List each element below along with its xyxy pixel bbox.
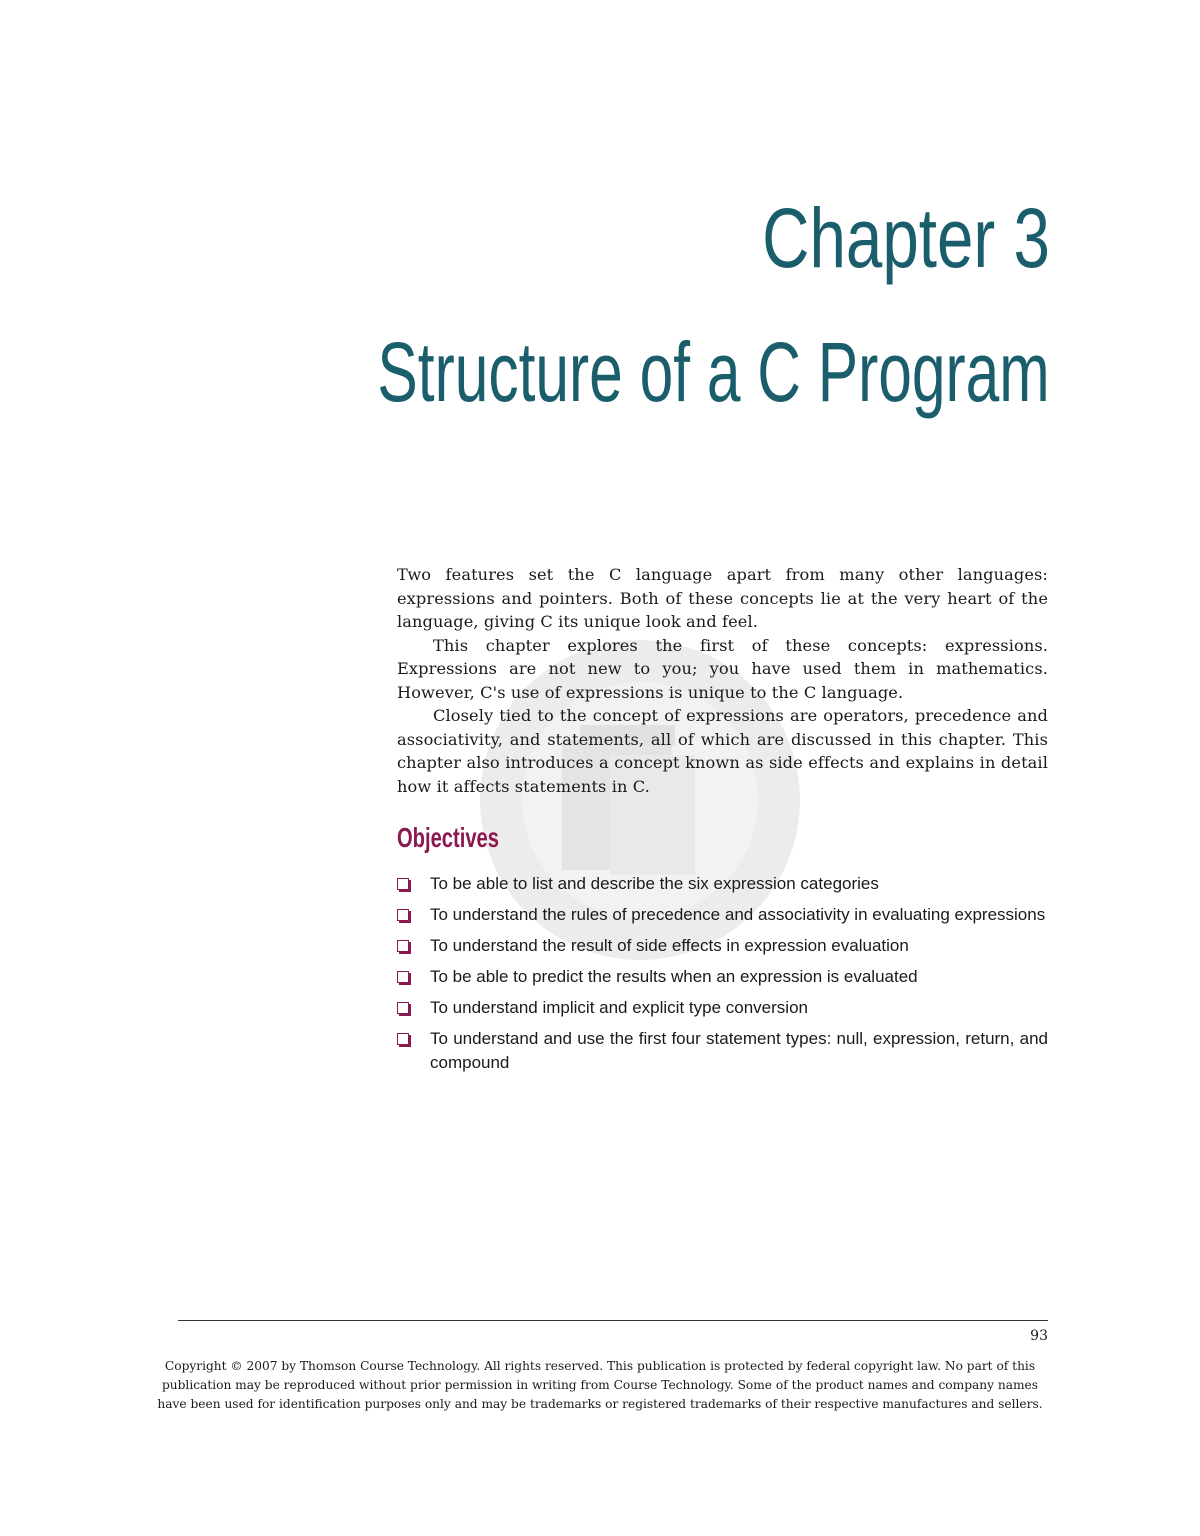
- objective-text: To be able to predict the results when an expression is evaluated: [430, 967, 918, 986]
- objective-item: [397, 934, 1048, 958]
- checkbox-icon: [397, 1002, 409, 1014]
- objectives-list: [397, 872, 1048, 1082]
- chapter-number: Chapter 3: [762, 191, 1050, 285]
- objective-text: To understand and use the first four statement types: null, expression, return, and compound: [430, 1029, 1048, 1072]
- intro-paragraph: Closely tied to the concept of expressions are operators, precedence and associativity, and statements, all of which are discussed in this chapter. This chapter also introduces a concept known as side effects and explains in detail how it affects statements in C.: [397, 706, 1048, 796]
- objective-text: To understand the rules of precedence and associativity in evaluating expressions: [430, 905, 1046, 924]
- checkbox-icon: [397, 971, 409, 983]
- intro-text: [397, 563, 1048, 798]
- objective-item: [397, 996, 1048, 1020]
- footer-divider: [178, 1320, 1048, 1321]
- objective-text: To be able to list and describe the six expression categories: [430, 874, 879, 893]
- objective-item: [397, 872, 1048, 896]
- intro-paragraph: This chapter explores the first of these concepts: expressions. Expressions are not new to you; you have used them in mathematics. However, C's use of expressions is unique to the C language.: [397, 635, 1048, 702]
- objectives-heading: Objectives: [397, 822, 499, 853]
- checkbox-icon: [397, 940, 409, 952]
- objective-item: [397, 965, 1048, 989]
- objective-text: To understand implicit and explicit type conversion: [430, 998, 808, 1017]
- checkbox-icon: [397, 1033, 409, 1045]
- objective-text: To understand the result of side effects in expression evaluation: [430, 936, 909, 955]
- objective-item: [397, 903, 1048, 927]
- checkbox-icon: [397, 909, 409, 921]
- copyright-notice: Copyright © 2007 by Thomson Course Technology. All rights reserved. This publication is protected by federal copyright law. No part of this publication may be reproduced without prior permission in writing from Course Technology. Some of the product names and company names have been used for identification purposes only and may be trademarks or registered trademarks of their respective manufactures and sellers.: [157, 1359, 1043, 1411]
- objective-item: [397, 1027, 1048, 1074]
- chapter-title: Structure of a C Program: [377, 325, 1050, 419]
- page-number: 93: [1030, 1328, 1048, 1344]
- intro-paragraph: Two features set the C language apart from many other languages: expressions and pointers. Both of these concepts lie at the very heart of the language, giving C its unique look and feel.: [397, 565, 1048, 631]
- checkbox-icon: [397, 878, 409, 890]
